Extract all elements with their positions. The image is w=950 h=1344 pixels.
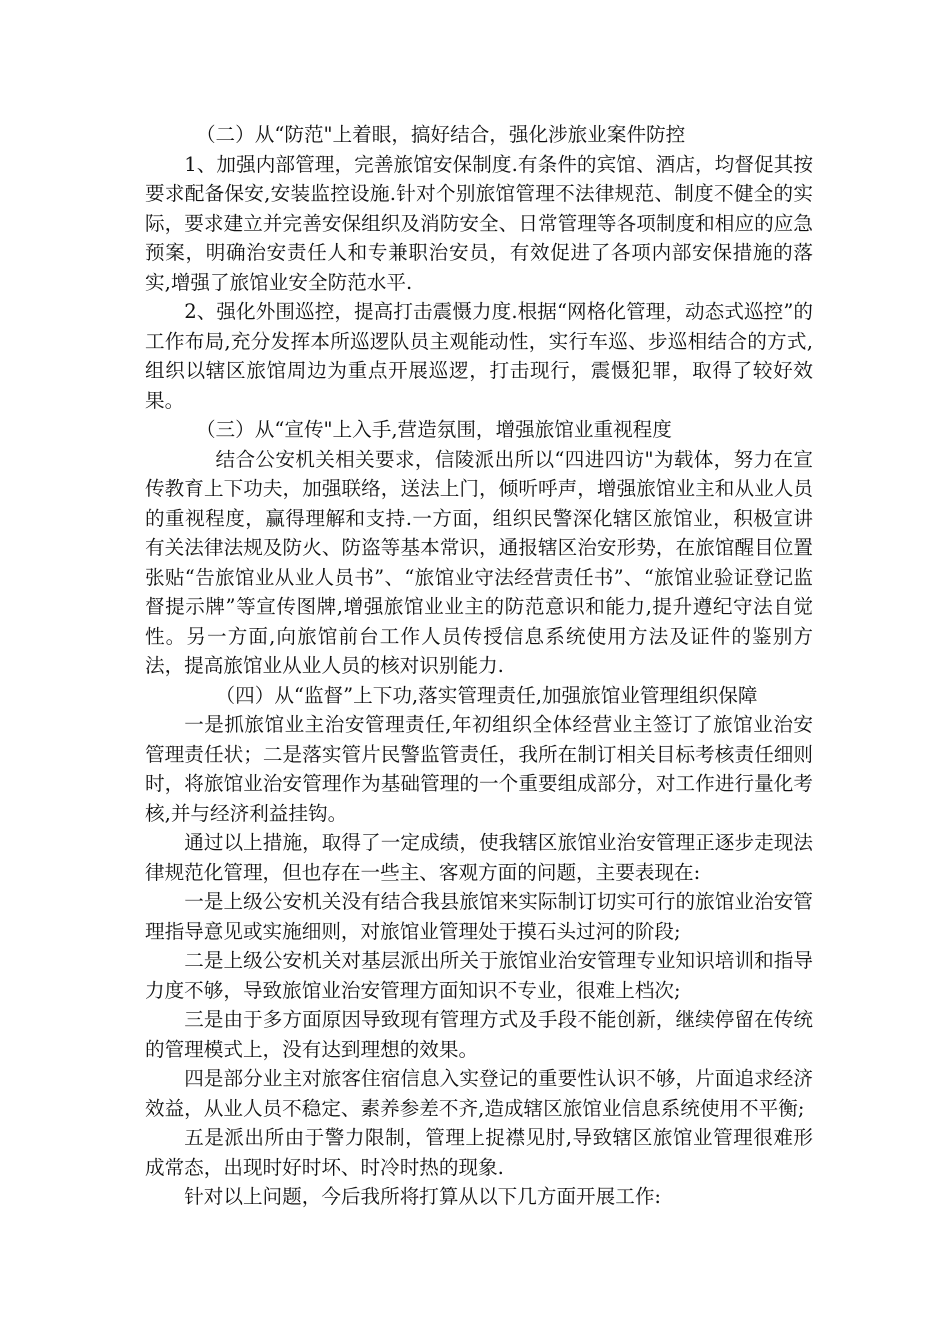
paragraph-internal-management: 1、加强内部管理，完善旅馆安保制度.有条件的宾馆、酒店，均督促其按要求配备保安,安装监控设施.针对个别旅馆管理不法律规范、制度不健全的实际，要求建立并完善安保组织及消防安全、日常管理等各项制度和相应的应急预案，明确治安责任人和专兼职治安员，有效促进了各项内部安保措施的落实,增强了旅馆业安全防范水平. bbox=[145, 152, 813, 294]
paragraph-patrol-control: 2、强化外围巡控，提高打击震慑力度.根据“网格化管理，动态式巡控”的工作布局,充分发挥本所巡逻队员主观能动性，实行车巡、步巡相结合的方式,组织以辖区旅馆周边为重点开展巡逻，打击现行，震慑犯罪，取得了较好效果。 bbox=[145, 300, 813, 412]
paragraph-next-steps: 针对以上问题，今后我所将打算从以下几方面开展工作: bbox=[184, 1185, 662, 1208]
paragraph-problem-1: 一是上级公安机关没有结合我县旅馆来实际制订切实可行的旅馆业治安管理指导意见或实施细则，对旅馆业管理处于摸石头过河的阶段; bbox=[145, 890, 813, 943]
paragraph-results-summary: 通过以上措施，取得了一定成绩，使我辖区旅馆业治安管理正逐步走现法律规范化管理，但也存在一些主、客观方面的问题，主要表现在: bbox=[145, 831, 813, 884]
paragraph-responsibility: 一是抓旅馆业主治安管理责任,年初组织全体经营业主签订了旅馆业治安管理责任状；二是落实管片民警监管责任，我所在制订相关目标考核责任细则时，将旅馆业治安管理作为基础管理的一个重要组成部分，对工作进行量化考核,并与经济利益挂钩。 bbox=[145, 713, 813, 825]
section-heading-4: （四）从“监督”上下功,落实管理责任,加强旅馆业管理组织保障 bbox=[215, 683, 758, 707]
section-heading-2: （二）从“防范"上着眼，搞好结合，强化涉旅业案件防控 bbox=[195, 123, 686, 146]
section-heading-3: （三）从“宣传"上入手,营造氛围，增强旅馆业重视程度 bbox=[195, 418, 672, 441]
paragraph-problem-2: 二是上级公安机关对基层派出所关于旅馆业治安管理专业知识培训和指导力度不够，导致旅馆业治安管理方面知识不专业，很难上档次; bbox=[145, 949, 813, 1002]
paragraph-publicity: 结合公安机关相关要求，信陵派出所以“四进四访"为载体，努力在宣传教育上下功夫，加强联络，送法上门，倾听呼声，增强旅馆业主和从业人员的重视程度，赢得理解和支持.一方面，组织民警深化辖区旅馆业，积极宣讲有关法律法规及防火、防盗等基本常识，通报辖区治安形势，在旅馆醒目位置张贴“告旅馆业从业人员书”、“旅馆业守法经营责任书”、“旅馆业验证登记监督提示牌”等宣传图牌,增强旅馆业业主的防范意识和能力,提升遵纪守法自觉性。另一方面,向旅馆前台工作人员传授信息系统使用方法及证件的鉴别方法，提高旅馆业从业人员的核对识别能力. bbox=[145, 447, 813, 677]
paragraph-problem-4: 四是部分业主对旅客住宿信息入实登记的重要性认识不够，片面追求经济效益，从业人员不稳定、素养参差不齐,造成辖区旅馆业信息系统使用不平衡; bbox=[145, 1067, 813, 1120]
paragraph-problem-5: 五是派出所由于警力限制，管理上捉襟见肘,导致辖区旅馆业管理很难形成常态，出现时好时坏、时冷时热的现象. bbox=[145, 1126, 813, 1179]
paragraph-problem-3: 三是由于多方面原因导致现有管理方式及手段不能创新，继续停留在传统的管理模式上，没有达到理想的效果。 bbox=[145, 1008, 813, 1061]
document-body bbox=[145, 120, 813, 1212]
